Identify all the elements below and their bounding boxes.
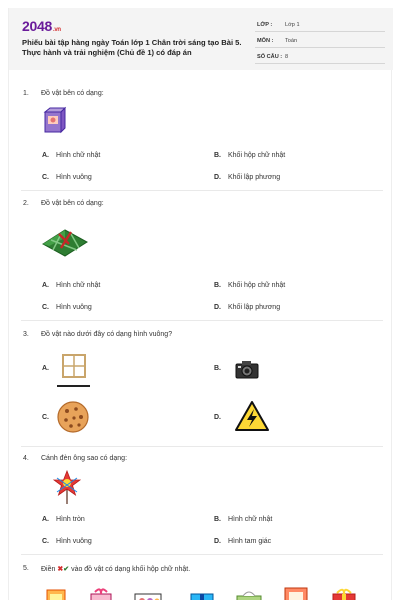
q4-option-d[interactable]: D. Hình tam giác	[214, 538, 272, 545]
divider	[21, 190, 383, 191]
gift-box-picture	[91, 589, 111, 600]
cross-mark-icon: ✖	[57, 566, 64, 573]
snack-box-picture	[285, 588, 307, 600]
q3-option-b[interactable]: B.	[214, 365, 221, 372]
q1-option-a[interactable]: A. Hình chữ nhật	[42, 152, 101, 159]
q4-option-c[interactable]: C. Hình vuông	[42, 538, 92, 545]
rice-cake-picture	[41, 224, 89, 258]
q3-option-a[interactable]: A.	[42, 365, 49, 372]
q1-option-d[interactable]: D. Khối lập phương	[214, 174, 281, 181]
divider	[21, 554, 383, 555]
q3-option-d[interactable]: D.	[214, 414, 221, 421]
q4-option-a[interactable]: A. Hình tròn	[42, 516, 85, 523]
divider	[21, 446, 383, 447]
q3-option-c[interactable]: C.	[42, 414, 49, 421]
donut-box-picture	[135, 594, 161, 600]
q2-option-b[interactable]: B. Khối hộp chữ nhật	[214, 282, 286, 289]
worksheet-title: Phiếu bài tập hàng ngày Toán lớp 1 Chân trời sáng tạo Bài 5. Thực hành và trải nghiệm (Chủ đề 1) có đáp án	[22, 38, 242, 57]
meta-subject: MÔN : Toán	[255, 34, 385, 48]
juice-box-picture	[47, 590, 65, 600]
camera-picture[interactable]	[235, 359, 259, 379]
warning-sign-picture[interactable]	[234, 400, 270, 432]
worksheet-page: 2048.vn Phiếu bài tập hàng ngày Toán lớp 1 Chân trời sáng tạo Bài 5. Thực hành và trải nghiệm (Chủ đề 1) có đáp án LỚP : Lớp 1 MÔN : Toán SỐ CÂU : 8 1. Đồ vật bên có dạng: A. Hình chữ nhật B. Khối hộp chữ nhật C. Hình vuông D. Khối lập phương 2. Đồ vật bên có dạng: A. Hình chữ nhật B. Khối hộp chữ nhật C. Hình vuông D. Khối lập phương 3. Đồ vật nào dưới đây có dạng hình vuông? A. B. C. D. 4. Cánh đèn ông sao có dạng: A. Hình tròn B. Hình chữ nhật C. Hình vuông D. Hình tam giác 5. Điền ✖✔ vào đồ vật có dạng khối hộp chữ nhật.	[8, 8, 392, 600]
q2-option-a[interactable]: A. Hình chữ nhật	[42, 282, 101, 289]
q2-option-c[interactable]: C. Hình vuông	[42, 304, 92, 311]
window-picture[interactable]	[56, 353, 90, 389]
check-mark-icon: ✔	[63, 566, 70, 573]
tissue-box-picture	[237, 592, 261, 600]
red-gift-picture	[333, 590, 355, 600]
q4-option-b[interactable]: B. Hình chữ nhật	[214, 516, 273, 523]
meta-question-count: SỐ CÂU : 8	[255, 50, 385, 64]
cookie-picture[interactable]	[56, 400, 90, 434]
meta-class: LỚP : Lớp 1	[255, 18, 385, 32]
q1-option-b[interactable]: B. Khối hộp chữ nhật	[214, 152, 286, 159]
site-logo[interactable]: 2048.vn	[22, 18, 61, 34]
star-lantern-picture	[53, 470, 81, 504]
blue-gift-picture	[191, 594, 213, 600]
q1-option-c[interactable]: C. Hình vuông	[42, 174, 92, 181]
box-picture	[42, 106, 66, 136]
q2-option-d[interactable]: D. Khối lập phương	[214, 304, 281, 311]
worksheet-header	[9, 8, 393, 70]
divider	[21, 320, 383, 321]
q5-objects-row	[45, 586, 385, 600]
